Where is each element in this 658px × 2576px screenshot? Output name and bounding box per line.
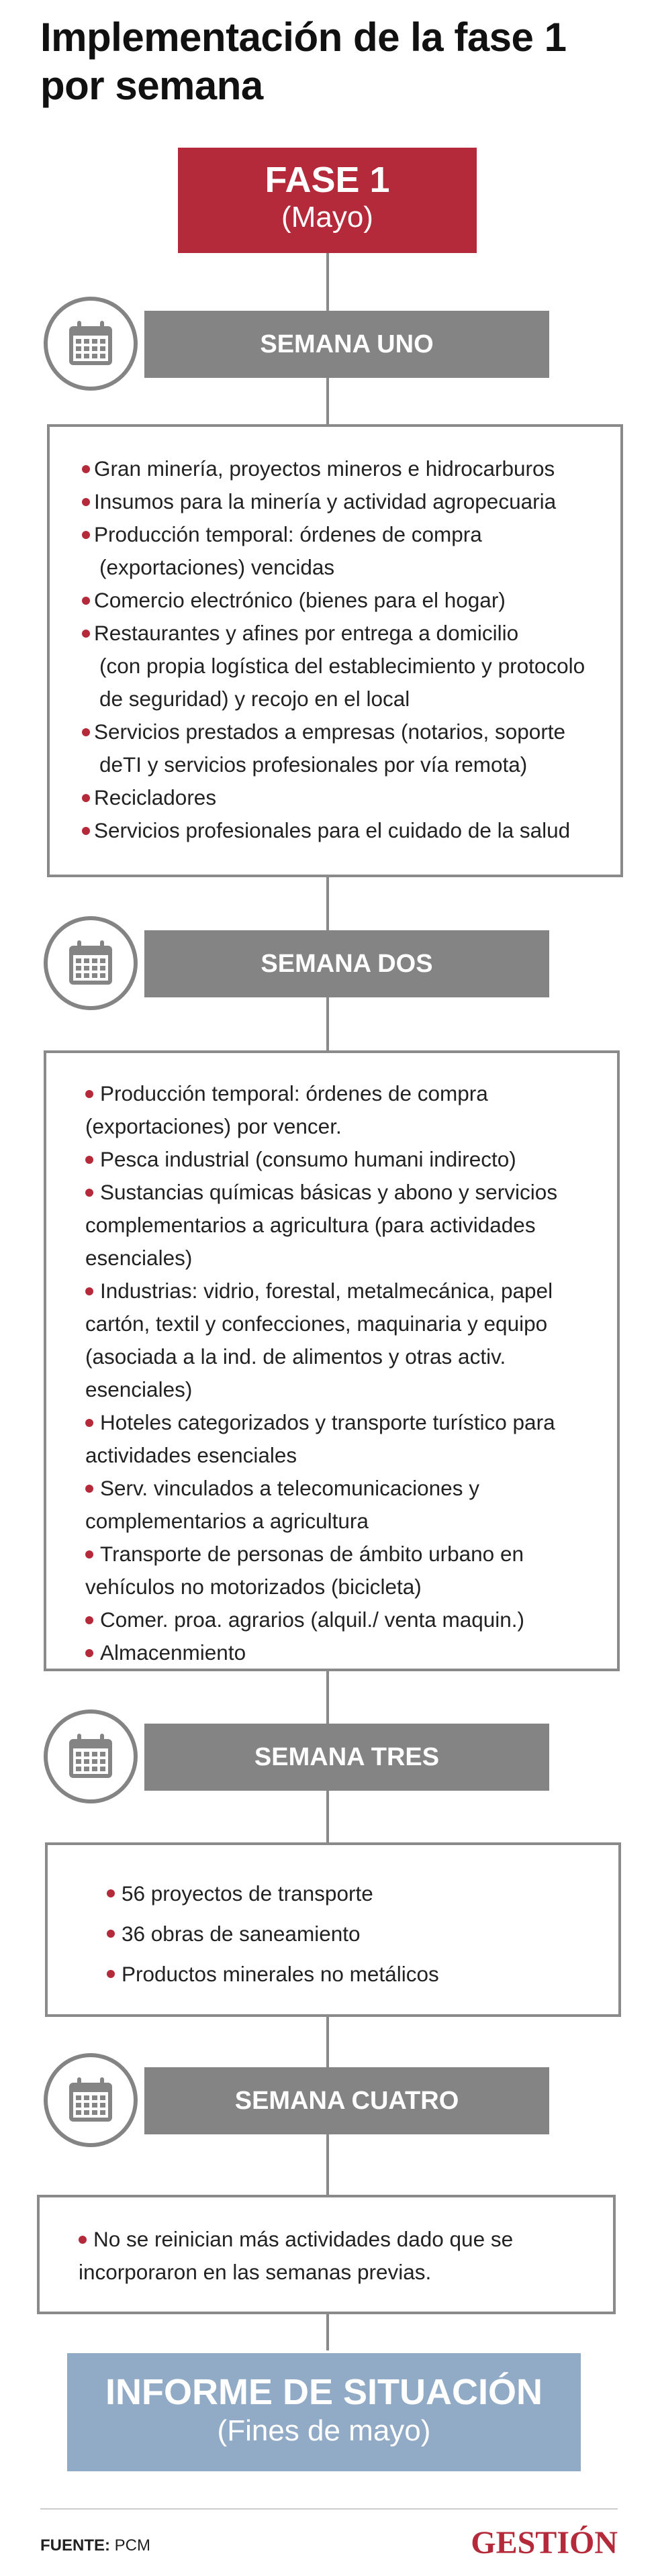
- source-credit: [40, 2536, 150, 2556]
- week-1-box: [47, 424, 623, 877]
- list-item: Producción temporal: órdenes de compra (exportaciones) vencidas: [82, 518, 620, 584]
- list-item: Serv. vinculados a telecomunicaciones y complementarios a agricultura: [85, 1476, 479, 1533]
- calendar-icon: [66, 1732, 115, 1781]
- report-subheading: (Fines de mayo): [217, 2414, 431, 2447]
- week-1-calendar: [44, 297, 138, 391]
- week-3-bar: [144, 1724, 549, 1791]
- week-2-bar: [144, 930, 549, 997]
- report-heading: INFORME DE SITUACIÓN: [105, 2372, 543, 2412]
- list-item: Restaurantes y afines por entrega a domicilio (con propia logística del establecimiento y protocolo de seguridad) y recojo en el local: [82, 617, 620, 715]
- week-1-bar: [144, 311, 549, 378]
- week-4-box: [37, 2195, 616, 2314]
- week-1-list: [50, 427, 620, 847]
- list-item: Servicios profesionales para el cuidado de la salud: [82, 814, 620, 847]
- list-item: Industrias: vidrio, forestal, metalmecánica, papel cartón, textil y confecciones, maquinaria y equipo (asociada a la ind. de alimentos y otras activ. esenciales): [85, 1279, 553, 1401]
- list-item: Pesca industrial (consumo humani indirecto): [85, 1143, 617, 1176]
- week-3-box: [45, 1842, 621, 2017]
- list-item: Recicladores: [82, 781, 620, 814]
- list-item: Productos minerales no metálicos: [107, 1954, 618, 1994]
- list-item: 36 obras de saneamiento: [107, 1914, 618, 1954]
- page-title: Implementación de la fase 1 por semana: [40, 15, 567, 108]
- week-3-list: [48, 1845, 618, 1994]
- calendar-icon: [66, 319, 115, 368]
- week-2-list: [46, 1053, 617, 1669]
- list-item: Servicios prestados a empresas (notarios, soporte deTI y servicios profesionales por vía remota): [82, 715, 620, 781]
- phase-box: [178, 148, 477, 253]
- week-4-list: [40, 2197, 613, 2289]
- list-item: Producción temporal: órdenes de compra (exportaciones) por vencer.: [85, 1081, 488, 1138]
- week-2-box: [44, 1050, 620, 1671]
- list-item: Almacenmiento: [85, 1636, 617, 1669]
- calendar-icon: [66, 2076, 115, 2124]
- brand-logo: GESTIÓN: [471, 2525, 618, 2561]
- week-4-calendar: [44, 2053, 138, 2147]
- week-2-calendar: [44, 916, 138, 1010]
- source-value: PCM: [114, 2536, 151, 2555]
- footer-divider: [40, 2508, 618, 2510]
- week-3-calendar: [44, 1710, 138, 1803]
- calendar-icon: [66, 939, 115, 987]
- list-item: Gran minería, proyectos mineros e hidrocarburos: [82, 452, 620, 485]
- week-3-label: SEMANA TRES: [254, 1743, 440, 1771]
- week-1-label: SEMANA UNO: [260, 330, 434, 358]
- list-item: Hoteles categorizados y transporte turístico para actividades esenciales: [85, 1410, 555, 1467]
- week-4-bar: [144, 2067, 549, 2134]
- phase-heading: FASE 1: [265, 160, 390, 200]
- week-2-label: SEMANA DOS: [261, 950, 433, 978]
- list-item: 56 proyectos de transporte: [107, 1873, 618, 1914]
- week-4-label: SEMANA CUATRO: [234, 2087, 459, 2115]
- list-item: Sustancias químicas básicas y abono y servicios complementarios a agricultura (para actividades esenciales): [85, 1180, 558, 1270]
- source-label: FUENTE:: [40, 2536, 110, 2555]
- phase-subheading: (Mayo): [281, 201, 373, 234]
- list-item: Transporte de personas de ámbito urbano en vehículos no motorizados (bicicleta): [85, 1542, 524, 1599]
- list-item: Comercio electrónico (bienes para el hogar): [82, 584, 620, 617]
- report-box: [67, 2353, 581, 2471]
- list-item: Comer. proa. agrarios (alquil./ venta maquin.): [85, 1603, 617, 1636]
- list-item: Insumos para la minería y actividad agropecuaria: [82, 485, 620, 518]
- list-item: No se reinician más actividades dado que se incorporaron en las semanas previas.: [79, 2227, 514, 2284]
